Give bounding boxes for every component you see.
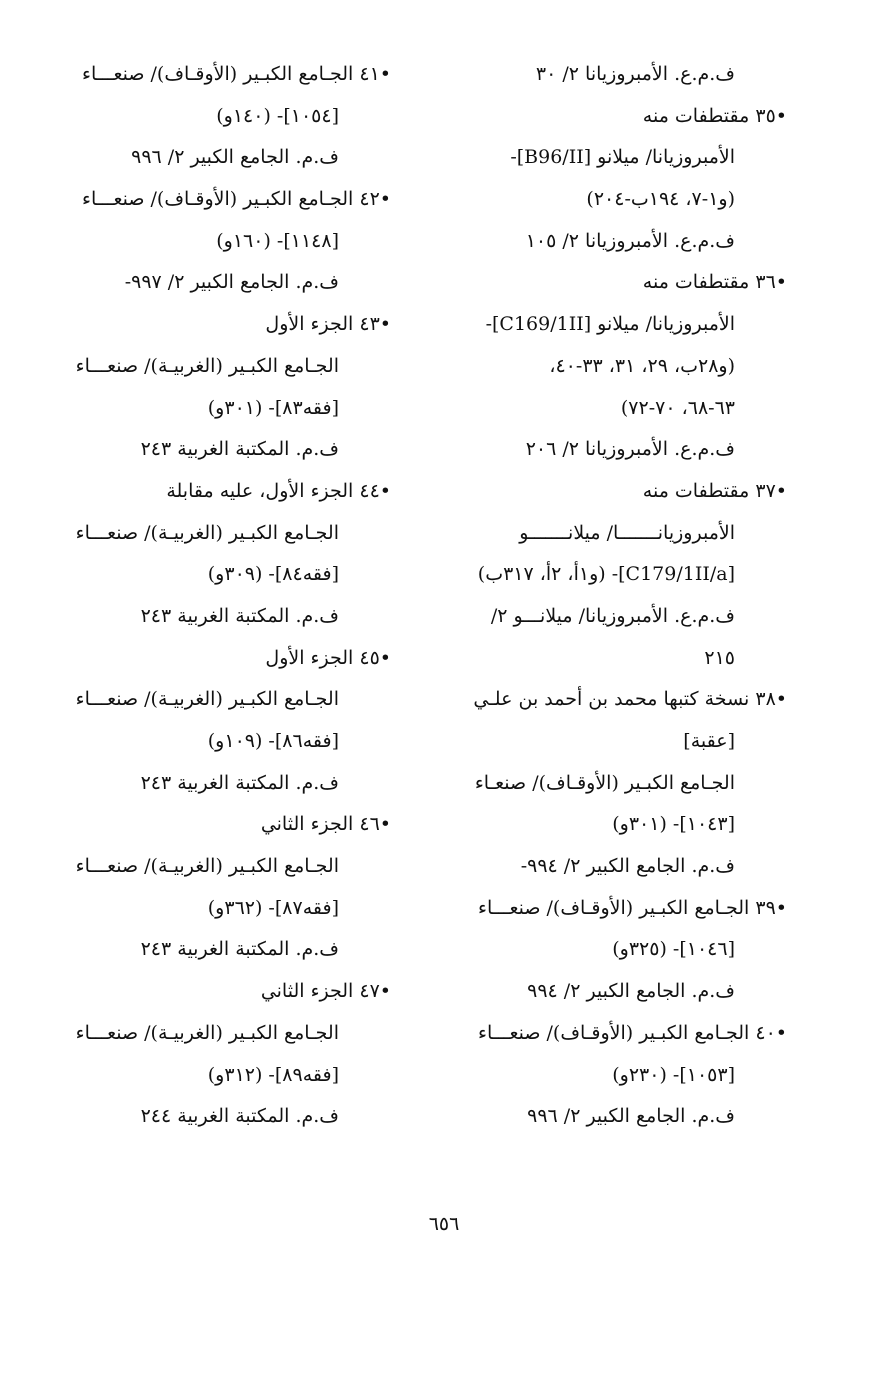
catalog-entry-heading: •٤٣ الجزء الأول	[265, 313, 391, 336]
catalog-entry-line: الأمبروزيانا/ ميلانو [C169/1II]-	[485, 313, 735, 336]
catalog-entry-line: ف.م. الجامع الكبير ٢/ ٩٩٤-	[520, 855, 735, 878]
catalog-entry-line: ف.م. الجامع الكبير ٢/ ٩٩٧-	[124, 271, 339, 294]
catalog-entry-line: [١٠٤٣]- (٣٠١و)	[612, 813, 735, 836]
catalog-entry-line: [فقه٨٣]- (٣٠١و)	[207, 396, 339, 419]
catalog-entry-line: [١٠٥٤]- (١٤٠و)	[216, 104, 339, 127]
catalog-entry-line: [C179/1II/a]- (و١أ، ٢أ، ٣١٧ب)	[477, 563, 735, 586]
catalog-entry-line: ف.م.ع. الأمبروزيانا ٢/ ١٠٥	[525, 229, 735, 252]
catalog-entry-line: الأمبروزيانـــــــا/ ميلانـــــــو	[519, 521, 735, 544]
catalog-entry-line: ف.م.ع. الأمبروزيانا/ ميلانـــو ٢/	[490, 604, 735, 627]
catalog-entry-line: [١٠٥٣]- (٢٣٠و)	[612, 1063, 735, 1086]
catalog-entry-line: الجـامع الكبـير (الغربيـة)/ صنعـــاء	[75, 1021, 339, 1044]
catalog-entry-line: الجـامع الكبـير (الغربيـة)/ صنعـــاء	[75, 688, 339, 711]
catalog-entry-line: الجـامع الكبـير (الغربيـة)/ صنعـــاء	[75, 354, 339, 377]
catalog-entry-heading: •٤٦ الجزء الثاني	[260, 813, 391, 836]
page-number: ٦٥٦	[428, 1213, 460, 1235]
catalog-entry-heading: •٤٠ الجـامع الكبـير (الأوقـاف)/ صنعـــاء	[478, 1021, 787, 1044]
catalog-entry-line: ف.م.ع. الأمبروزيانا ٢/ ٢٠٦	[525, 438, 735, 461]
catalog-entry-heading: •٤٤ الجزء الأول، عليه مقابلة	[166, 479, 391, 502]
catalog-entry-line: ف.م. المكتبة الغربية ٢٤٣	[140, 438, 339, 461]
catalog-entry-heading: •٣٥ مقتطفات منه	[642, 104, 787, 127]
catalog-entry-line: ف.م.ع. الأمبروزيانا ٢/ ٣٠	[535, 63, 735, 85]
catalog-entry-heading: •٤٢ الجـامع الكبـير (الأوقـاف)/ صنعـــاء	[82, 188, 391, 211]
catalog-entry-heading: •٣٦ مقتطفات منه	[642, 271, 787, 294]
catalog-entry-heading: •٤٧ الجزء الثاني	[260, 980, 391, 1003]
catalog-entry-line: [فقه٨٤]- (٣٠٩و)	[207, 563, 339, 586]
catalog-entry-line: ٦٣-٦٨، ٧٠-٧٢)	[620, 396, 735, 419]
catalog-entry-line: [١١٤٨]- (١٦٠و)	[216, 229, 339, 252]
catalog-entry-heading: •٤١ الجـامع الكبـير (الأوقـاف)/ صنعـــاء	[82, 63, 391, 85]
catalog-entry-line: الجـامع الكبـير (الغربيـة)/ صنعـــاء	[75, 521, 339, 544]
catalog-entry-line: [١٠٤٦]- (٣٢٥و)	[612, 938, 735, 961]
catalog-entry-heading: •٣٩ الجـامع الكبـير (الأوقـاف)/ صنعـــاء	[478, 896, 787, 919]
catalog-entry-line: الجـامع الكبـير (الأوقـاف)/ صنعـاء	[474, 771, 735, 794]
catalog-entry-line: (و١-٧، ١٩٤ب-٢٠٤)	[586, 188, 735, 211]
catalog-entry-line: الجـامع الكبـير (الغربيـة)/ صنعـــاء	[75, 855, 339, 878]
catalog-entry-line: ف.م. الجامع الكبير ٢/ ٩٩٦	[527, 1105, 735, 1128]
catalog-entry-line: [فقه٨٧]- (٣٦٢و)	[207, 896, 339, 919]
left-column	[46, 54, 391, 1138]
catalog-entry-line: [فقه٨٦]- (١٠٩و)	[207, 730, 339, 752]
catalog-entry-heading: •٤٥ الجزء الأول	[265, 646, 391, 669]
catalog-entry-line: ف.م. المكتبة الغربية ٢٤٣	[140, 938, 339, 961]
catalog-entry-line: ٢١٥	[704, 646, 735, 669]
catalog-entry-line: [عقبة]	[683, 730, 735, 752]
catalog-entry-line: [فقه٨٩]- (٣١٢و)	[207, 1063, 339, 1086]
catalog-entry-line: ف.م. المكتبة الغربية ٢٤٣	[140, 771, 339, 794]
catalog-entry-heading: •٣٨ نسخة كتبها محمد بن أحمد بن علـي	[473, 688, 787, 711]
catalog-entry-line: ف.م. الجامع الكبير ٢/ ٩٩٤	[527, 980, 735, 1003]
catalog-entry-line: ف.م. المكتبة الغربية ٢٤٤	[140, 1105, 339, 1128]
catalog-entry-line: (و٢٨ب، ٢٩، ٣١، ٣٣-٤٠،	[549, 354, 735, 377]
catalog-entry-line: ف.م. الجامع الكبير ٢/ ٩٩٦	[131, 146, 339, 169]
catalog-entry-line: ف.م. المكتبة الغربية ٢٤٣	[140, 604, 339, 627]
catalog-entry-line: الأمبروزيانا/ ميلانو [B96/II]-	[510, 146, 735, 169]
right-column	[442, 54, 787, 1138]
catalog-entry-heading: •٣٧ مقتطفات منه	[642, 479, 787, 502]
